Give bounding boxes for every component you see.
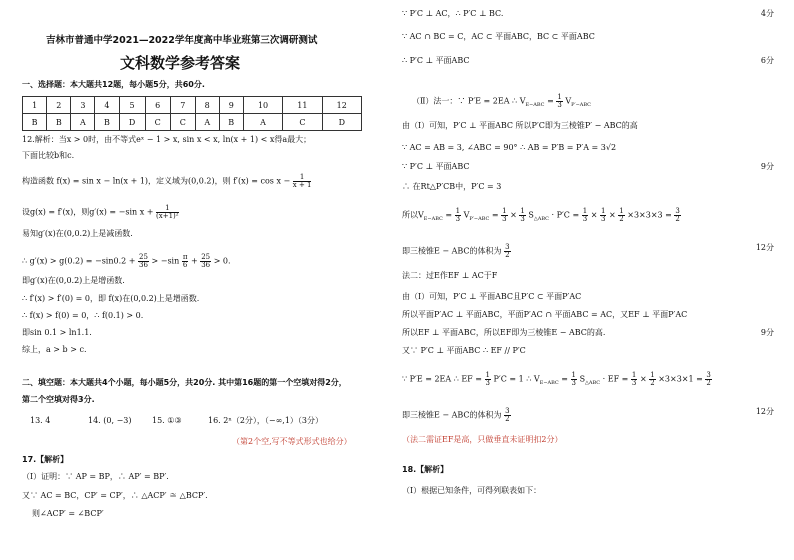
table-cell: 10	[243, 97, 282, 114]
fraction: $\frac{3}{2}$	[706, 371, 711, 387]
r-line10	[402, 244, 774, 259]
q12-line10: 即sin 0.1 > ln1.1.	[22, 328, 92, 337]
fraction: $\frac{1}{2}$	[650, 371, 655, 387]
r-line7-text: ∵ P′C ⊥ 平面ABC	[402, 162, 470, 171]
table-cell: 2	[47, 97, 71, 114]
answer-table	[22, 96, 362, 131]
q18-heading: 18.【解析】	[402, 465, 449, 474]
document-title: 吉林市普通中学2021—2022学年度高中毕业班第三次调研测试	[46, 35, 318, 46]
r-line17-text: 即三棱锥E − ABC的体积为	[402, 410, 502, 420]
q12-line4	[22, 205, 179, 220]
table-cell: D	[119, 114, 145, 131]
fraction: $\frac{25}{36}$	[201, 253, 211, 269]
r-line14-text: 所以EF ⊥ 平面ABC，所以EF即为三棱锥E − ABC的高.	[402, 328, 606, 337]
section2-heading: 二、填空题：本大题共4个小题，每小题5分，共20分. 其中第16题的第一个空填对得2分，	[22, 378, 347, 387]
table-row	[23, 114, 362, 131]
r-line15: 又∵ P′C ⊥ 平面ABC ∴ EF // P′C	[402, 346, 526, 355]
table-cell: 11	[283, 97, 322, 114]
fraction: $\frac{1}{3}$	[600, 207, 606, 223]
table-cell: 5	[119, 97, 145, 114]
r-line12: 由（Ⅰ）可知，P′C ⊥ 平面ABC且P′C ⊂ 平面P′AC	[402, 292, 582, 301]
table-cell: 4	[95, 97, 119, 114]
fraction: $\frac{1}{2}$	[619, 207, 624, 223]
q17-line2: 又∵ AC = BC，CP′ = CP′，∴ △ACP′ ≅ △BCP′.	[22, 491, 208, 500]
r-line3	[402, 57, 774, 65]
table-cell: A	[243, 114, 282, 131]
points-label: 9分	[760, 328, 774, 337]
fraction: $\frac{1}{3}$	[485, 371, 490, 387]
table-cell: B	[23, 114, 47, 131]
fraction: $\frac{1}{3}$	[582, 207, 588, 223]
r-line9-text: 所以V	[402, 210, 424, 220]
r-line3-text: ∴ P′C ⊥ 平面ABC	[402, 56, 470, 65]
r-line8: ∴ 在Rt△P′CB中，P′C = 3	[402, 182, 502, 191]
fraction: $\frac{1}{x + 1}$	[292, 173, 312, 189]
r-line17	[402, 408, 774, 423]
table-cell: C	[145, 114, 170, 131]
section1-heading: 一、选择题：本大题共12题，每小题5分，共60分.	[22, 80, 205, 89]
fill-note: （第2个空,写不等式形式也给分）	[232, 437, 352, 446]
fill-answer-15: 15. ①③	[152, 416, 182, 425]
r-line14	[402, 329, 774, 337]
fraction: $\frac{1}{3}$	[502, 207, 507, 223]
table-cell: C	[283, 114, 322, 131]
table-cell: C	[170, 114, 195, 131]
fraction: $\frac{3}{2}$	[675, 207, 680, 223]
q17-line3: 则∠ACP′ = ∠BCP′	[32, 509, 104, 518]
q12-line3-text: 构造函数 f(x) = sin x − ln(x + 1)，定义域为(0,0.2)，则 f′(x) = cos x −	[22, 176, 291, 186]
fill-answer-13: 13. 4	[30, 416, 51, 425]
fraction: $\frac{\pi}{6}$	[182, 253, 188, 269]
table-cell: 12	[322, 97, 361, 114]
q12-line11: 综上，a > b > c.	[22, 345, 87, 354]
r-line16: ∵ P′E = 2EA ∴ EF = $\frac{1}{3}$ P′C = 1 ∴ $V_{E-ABC}$ = $\frac{1}{3}$ $S_{\triangle ABC}$ · EF = $\frac{1}{3}$ × $\frac{1}{2}$ ×3×3×1 = $\frac{3}{2}$	[402, 371, 711, 387]
table-cell: 9	[219, 97, 243, 114]
q12-line6: ∴ g′(x) > g(0.2) = −sin0.2 + $\frac{25}{36}$ > −sin $\frac{\pi}{6}$ + $\frac{25}{36}$ > 0.	[22, 253, 231, 269]
points-label: 6分	[760, 56, 774, 65]
table-cell: B	[47, 114, 71, 131]
q18-line1: （Ⅰ）根据已知条件，可得列联表如下：	[402, 486, 542, 495]
r-line6: ∵ AC = AB = 3, ∠ABC = 90° ∴ AB = P′B = P′A = 3√2	[402, 143, 617, 152]
q12-line9: ∴ f(x) > f(0) = 0，∴ f(0.1) > 0.	[22, 311, 144, 320]
q12-line1: 12.解析：当x > 0时，由不等式eˣ − 1 > x, sin x < x, ln(x + 1) < x得a最大；	[22, 135, 312, 144]
points-label: 12分	[755, 407, 774, 416]
fraction: $\frac{1}{\text{(x+1)²}}$	[156, 204, 179, 220]
r-line13: 所以平面P′AC ⊥ 平面ABC，平面P′AC ∩ 平面ABC = AC，又EF ⊥ 平面P′AC	[402, 310, 688, 319]
r-line7	[402, 163, 774, 171]
table-cell: 8	[195, 97, 219, 114]
table-cell: A	[71, 114, 95, 131]
points-label: 9分	[760, 162, 774, 171]
table-row	[23, 97, 362, 114]
section2-heading-cont: 第二个空填对得3分.	[22, 395, 95, 404]
q12-line5: 易知g′(x)在(0,0.2)上是减函数.	[22, 229, 133, 238]
q12-line7: 即g′(x)在(0,0.2)上是增函数.	[22, 276, 125, 285]
r-line10-text: 即三棱锥E − ABC的体积为	[402, 246, 502, 256]
r-line5: 由（Ⅰ）可知，P′C ⊥ 平面ABC 所以P′C即为三棱锥P′ − ABC的高	[402, 121, 638, 130]
r-line4: （Ⅱ）法一：∵ P′E = 2EA ∴ $V_{E-ABC}$ = $\frac{1}{3}$ $V_{P'-ABC}$	[412, 93, 592, 109]
table-cell: B	[219, 114, 243, 131]
q12-line4-text: 设g(x) = f′(x)，则g′(x) = −sin x +	[22, 207, 154, 217]
fraction: $\frac{1}{3}$	[520, 207, 525, 223]
fraction: $\frac{1}{3}$	[455, 207, 461, 223]
fraction: $\frac{3}{2}$	[505, 243, 510, 259]
q12-line2: 下面比较b和c.	[22, 151, 75, 160]
points-label: 12分	[755, 243, 774, 252]
q17-line1: （Ⅰ）证明：∵ AP = BP，∴ AP′ = BP′.	[22, 472, 169, 481]
table-cell: 6	[145, 97, 170, 114]
table-cell: D	[322, 114, 361, 131]
document-subtitle: 文科数学参考答案	[120, 54, 241, 72]
table-cell: A	[195, 114, 219, 131]
table-cell: 3	[71, 97, 95, 114]
r-line16-text: ∵ P′E = 2EA ∴ EF =	[402, 374, 482, 384]
r-line1-text: ∵ P′C ⊥ AC，∴ P′C ⊥ BC.	[402, 9, 504, 18]
r-line1	[402, 10, 774, 18]
r-line9: 所以$V_{E-ABC}$ = $\frac{1}{3}$ $V_{P'-ABC}$ = $\frac{1}{3}$ × $\frac{1}{3}$ $S_{\triangle ABC} \cdot P'C$ = $\frac{1}{3}$ × $\frac{1}{3}$ × $\frac{1}{2}$ ×3×3×3 = $\frac{3}{2}$	[402, 207, 680, 223]
q17-heading: 17.【解析】	[22, 455, 69, 464]
q12-line3	[22, 174, 311, 189]
q12-line8: ∴ f′(x) > f′(0) = 0，即 f(x)在(0,0.2)上是增函数.	[22, 294, 200, 303]
fraction: $\frac{3}{2}$	[505, 407, 510, 423]
points-label: 4分	[760, 9, 774, 18]
fill-answer-16: 16. 2ⁿ（2分），（−∞,1）（3分）	[208, 416, 323, 425]
table-cell: 1	[23, 97, 47, 114]
q12-line6-text: ∴ g′(x) > g(0.2) = −sin0.2 +	[22, 256, 136, 266]
r-line4-text: （Ⅱ）法一：∵ P′E = 2EA ∴ V	[412, 96, 526, 106]
fill-answer-14: 14. (0, −3)	[88, 416, 132, 425]
r-line2: ∵ AC ∩ BC = C，AC ⊂ 平面ABC，BC ⊂ 平面ABC	[402, 32, 595, 41]
table-cell: B	[95, 114, 119, 131]
fraction: $\frac{1}{3}$	[571, 371, 577, 387]
table-cell: 7	[170, 97, 195, 114]
r-line11: 法二：过E作EF ⊥ AC于F	[402, 271, 498, 280]
fraction: $\frac{1}{3}$	[631, 371, 637, 387]
fraction: $\frac{1}{3}$	[557, 93, 562, 109]
method2-note: （法二需证EF是高，只做垂直未证明扣2分）	[402, 435, 563, 444]
fraction: $\frac{25}{36}$	[139, 253, 148, 269]
